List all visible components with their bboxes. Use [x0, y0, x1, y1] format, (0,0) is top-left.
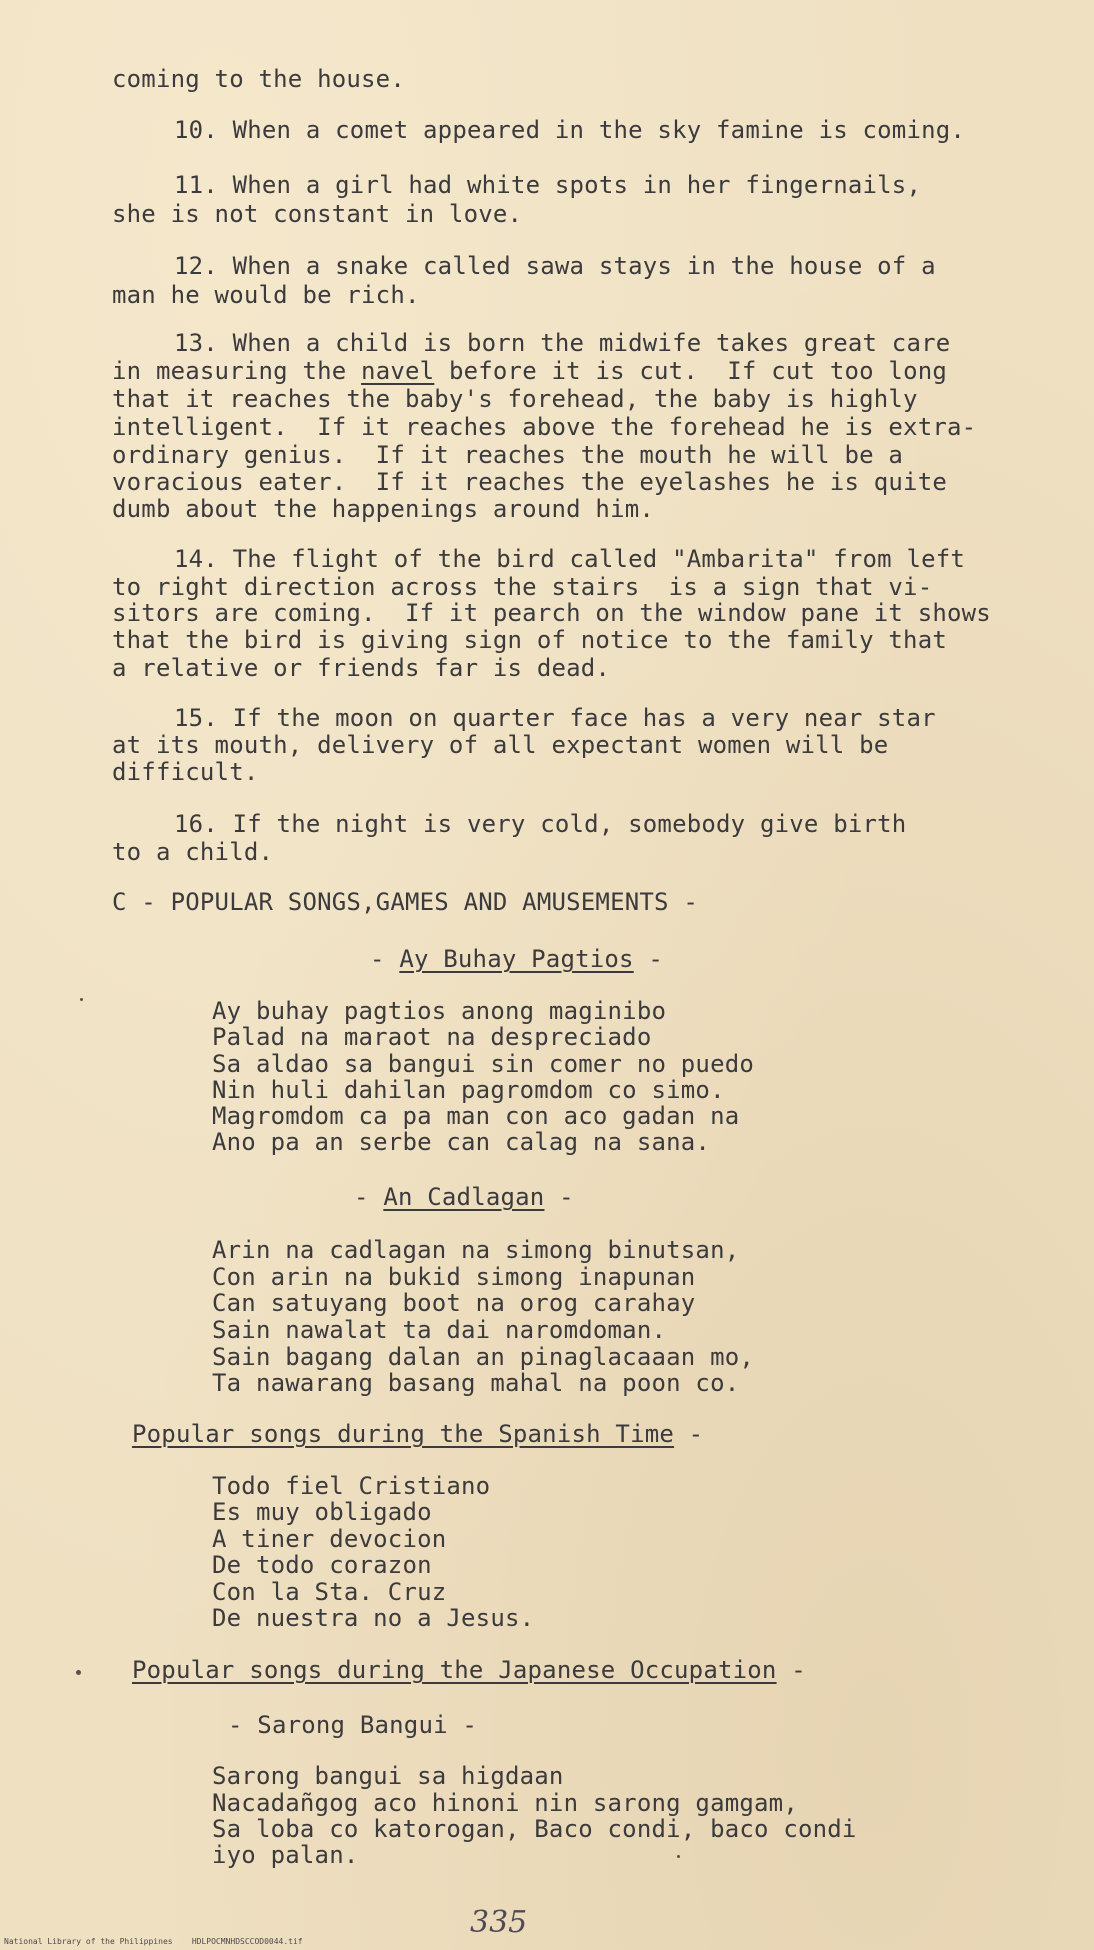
underlined-text: Popular songs during the Spanish Time — [132, 1420, 675, 1448]
lyric-line: Nin huli dahilan pagromdom co simo. — [212, 1076, 725, 1104]
underlined-text: Ay Buhay Pagtios — [399, 945, 634, 973]
text-line: a relative or friends far is dead. — [112, 654, 611, 682]
handwritten-page-number: 335 — [470, 1905, 528, 1940]
text-line: 14. The flight of the bird called "Ambarita" from left — [174, 545, 966, 573]
text-line: in measuring the navel before it is cut. If cut too long — [112, 357, 948, 385]
lyric-line: Ta nawarang basang mahal na poon co. — [212, 1369, 740, 1397]
text-line: voracious eater. If it reaches the eyelashes he is quite — [112, 468, 948, 496]
section-heading: C - POPULAR SONGS,GAMES AND AMUSEMENTS - — [112, 888, 698, 916]
text-line: coming to the house. — [112, 65, 405, 93]
text-line: 13. When a child is born the midwife takes great care — [174, 329, 951, 357]
footer-caption: National Library of the Philippines HDLPOCMNHDSCCOD0044.tif — [4, 1937, 303, 1946]
lyric-line: Sain nawalat ta dai naromdoman. — [212, 1316, 667, 1344]
lyric-line: Arin na cadlagan na simong binutsan, — [212, 1236, 740, 1264]
text-line: that the bird is giving sign of notice to the family that — [112, 626, 948, 654]
text-line: she is not constant in love. — [112, 200, 523, 228]
text-line: to right direction across the stairs is a sign that vi- — [112, 573, 933, 601]
paper-speck — [80, 998, 83, 1001]
lyric-line: Ano pa an serbe can calag na sana. — [212, 1128, 711, 1156]
lyric-line: A tiner devocion — [212, 1525, 447, 1553]
text-line: to a child. — [112, 838, 274, 866]
underlined-text: navel — [361, 357, 435, 385]
paper-speck — [677, 1855, 680, 1858]
text-line: 16. If the night is very cold, somebody give birth — [174, 810, 907, 838]
song-title: - Sarong Bangui - — [228, 1711, 478, 1739]
lyric-line: Es muy obligado — [212, 1498, 432, 1526]
lyric-line: Can satuyang boot na orog carahay — [212, 1289, 696, 1317]
section-subheading: Popular songs during the Spanish Time - — [132, 1420, 704, 1448]
lyric-line: Palad na maraot na despreciado — [212, 1023, 652, 1051]
lyric-line: Todo fiel Cristiano — [212, 1472, 491, 1500]
lyric-line: Sain bagang dalan an pinaglacaaan mo, — [212, 1343, 755, 1371]
text-line: 11. When a girl had white spots in her fingernails, — [174, 171, 922, 199]
lyric-line: Magromdom ca pa man con aco gadan na — [212, 1102, 740, 1130]
text-line: sitors are coming. If it pearch on the window pane it shows — [112, 599, 991, 627]
text-line: 12. When a snake called sawa stays in the house of a — [174, 252, 936, 280]
lyric-line: iyo palan. — [212, 1841, 359, 1869]
section-subheading: Popular songs during the Japanese Occupation - — [132, 1656, 806, 1684]
lyric-line: De todo corazon — [212, 1551, 432, 1579]
lyric-line: Sa aldao sa bangui sin comer no puedo — [212, 1050, 755, 1078]
text-line: that it reaches the baby's forehead, the baby is highly — [112, 385, 918, 413]
text-line: man he would be rich. — [112, 281, 420, 309]
text-line: intelligent. If it reaches above the forehead he is extra- — [112, 413, 977, 441]
lyric-line: Con arin na bukid simong inapunan — [212, 1263, 696, 1291]
lyric-line: Sa loba co katorogan, Baco condi, baco condi — [212, 1815, 857, 1843]
paper-speck — [76, 1670, 81, 1675]
lyric-line: Ay buhay pagtios anong maginibo — [212, 997, 667, 1025]
text-line: difficult. — [112, 758, 259, 786]
song-title: - An Cadlagan - — [354, 1183, 574, 1211]
text-line: dumb about the happenings around him. — [112, 495, 655, 523]
lyric-line: Con la Sta. Cruz — [212, 1578, 447, 1606]
underlined-text: An Cadlagan — [383, 1183, 545, 1211]
song-title: - Ay Buhay Pagtios - — [370, 945, 664, 973]
text-line: 10. When a comet appeared in the sky famine is coming. — [174, 116, 966, 144]
text-line: 15. If the moon on quarter face has a very near star — [174, 704, 936, 732]
lyric-line: Sarong bangui sa higdaan — [212, 1762, 564, 1790]
lyric-line: Nacadañgog aco hinoni nin sarong gamgam, — [212, 1789, 798, 1817]
underlined-text: Popular songs during the Japanese Occupation — [132, 1656, 777, 1684]
text-line: ordinary genius. If it reaches the mouth he will be a — [112, 441, 904, 469]
lyric-line: De nuestra no a Jesus. — [212, 1604, 535, 1632]
text-line: at its mouth, delivery of all expectant women will be — [112, 731, 889, 759]
